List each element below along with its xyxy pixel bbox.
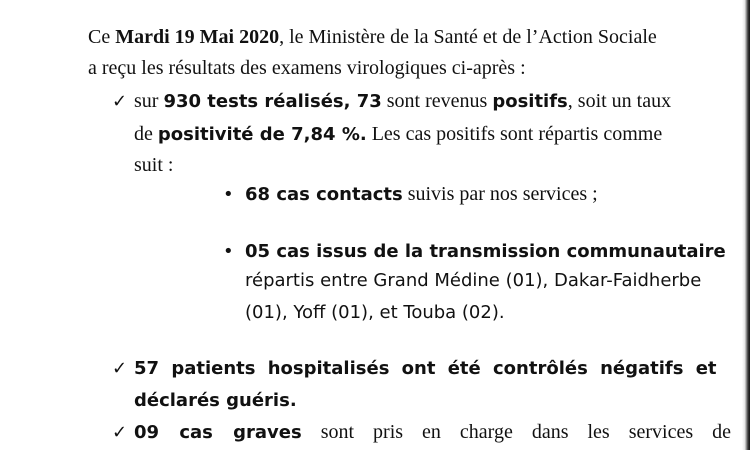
checkmark-icon: ✓ (112, 358, 128, 379)
item-tests-line-3: suit : (134, 154, 174, 176)
checkmark-icon: ✓ (112, 91, 128, 112)
bullet-icon: • (223, 184, 234, 205)
item-tests-line-2 (134, 117, 662, 152)
healed-text: 57 patients hospitalisés ont été contrôlés négatifs et (134, 358, 717, 379)
item-tests-text-de: de (134, 123, 158, 145)
positivity-rate: positivité de 7,84 %. (157, 124, 367, 145)
severe-text: sont pris en charge dans les services de (301, 421, 732, 443)
item-healed-line-2: déclarés guéris. (134, 390, 297, 411)
item-severe-line-1 (112, 415, 732, 450)
sub-item-contacts (223, 177, 598, 212)
sub-item-community-line-3: (01), Yoff (01), et Touba (02). (245, 302, 505, 323)
sub-item-community-line-2: répartis entre Grand Médine (01), Dakar-Faidherbe (245, 270, 702, 291)
bullet-icon: • (223, 241, 234, 262)
community-cases: 05 cas issus de la transmission communautaire (245, 241, 726, 262)
item-tests-text-e: , soit un taux (567, 90, 672, 112)
item-tests-line-1 (112, 84, 671, 119)
intro-line-1 (88, 20, 657, 54)
positifs-label: positifs (492, 91, 568, 112)
tests-count: 930 tests réalisés, 73 (163, 91, 382, 112)
intro-ministry: , le Ministère de la Santé et de l’Action Sociale (279, 26, 657, 48)
contacts-text: suivis par nos services ; (402, 183, 598, 205)
item-tests-text-a: sur (134, 90, 164, 112)
severe-count: 09 cas graves (134, 422, 302, 443)
intro-date: Mardi 19 Mai 2020 (115, 26, 280, 48)
item-healed-line-1 (112, 352, 717, 386)
item-tests-text-c: sont revenus (381, 90, 493, 112)
item-tests-repartition: Les cas positifs sont répartis comme (366, 123, 663, 145)
checkmark-icon: ✓ (112, 422, 128, 443)
intro-line-2: a reçu les résultats des examens virologiques ci-après : (88, 57, 526, 79)
intro-prefix: Ce (88, 26, 116, 48)
contacts-count: 68 cas contacts (245, 184, 403, 205)
scan-edge-divider (742, 0, 750, 450)
